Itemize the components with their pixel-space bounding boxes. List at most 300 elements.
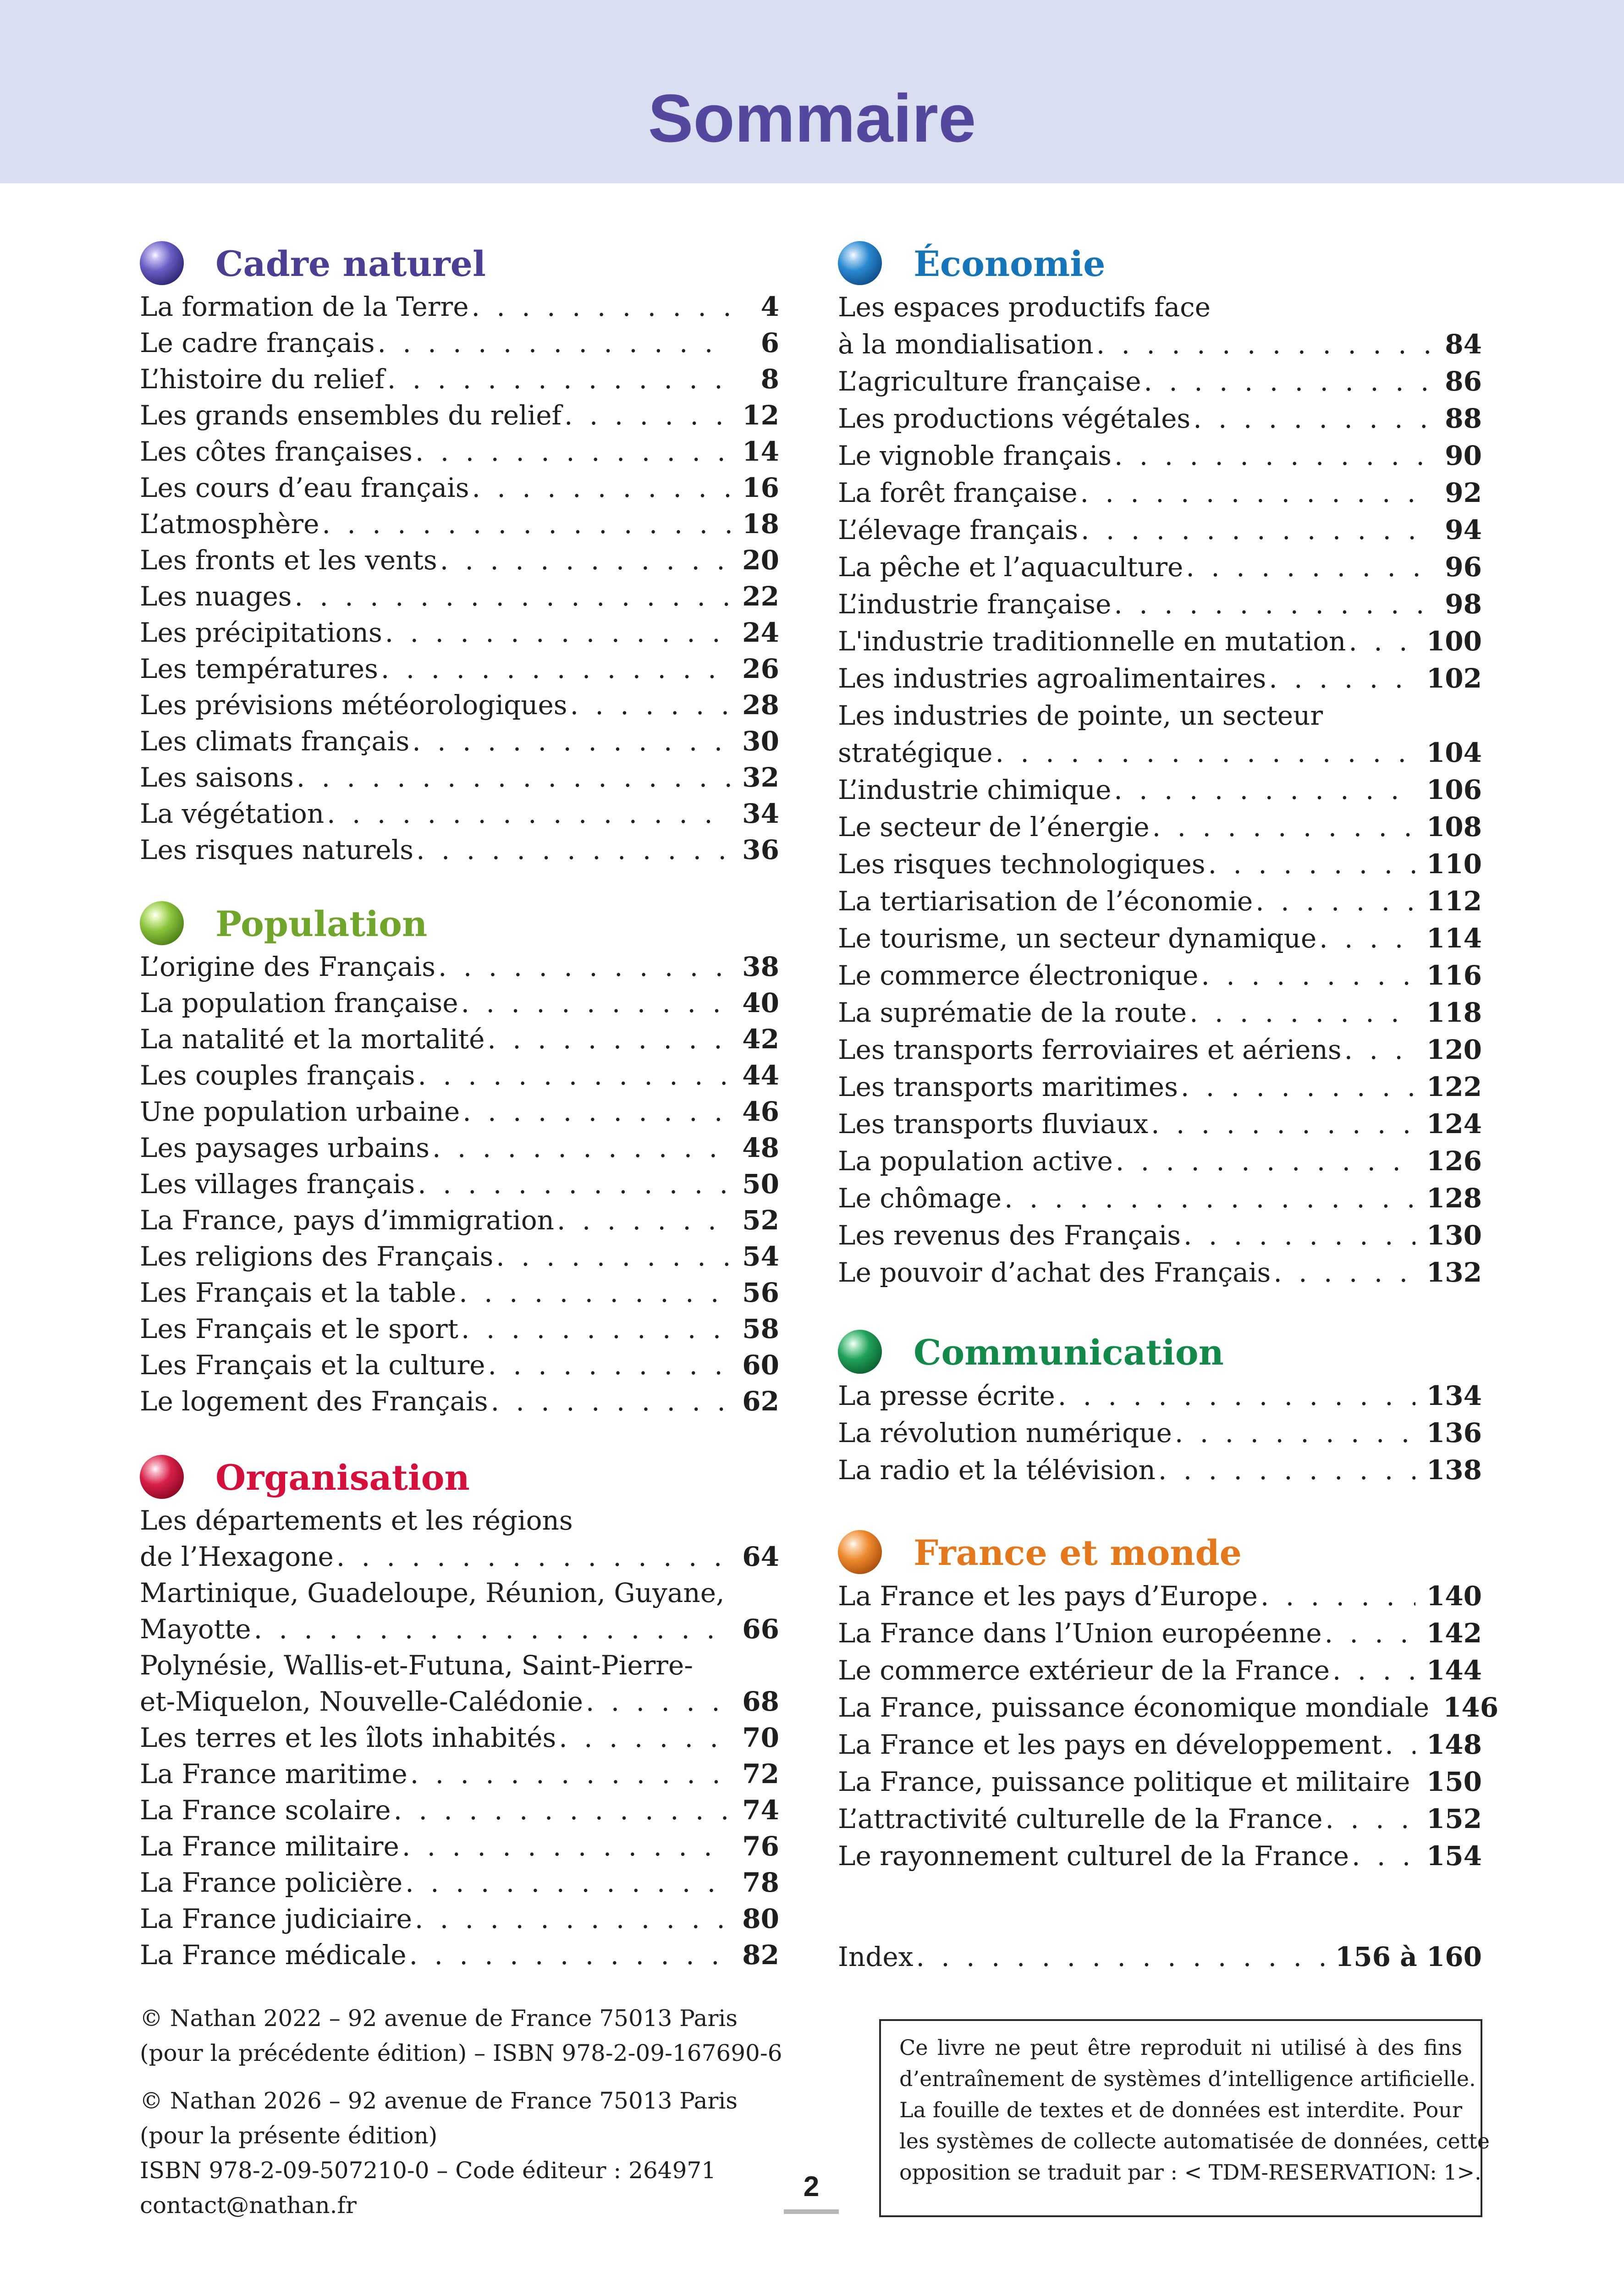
entry-title: Les industries agroalimentaires (838, 663, 1266, 694)
toc-entry[interactable] (838, 809, 1482, 846)
entry-page: 150 (1426, 1766, 1482, 1797)
entry-page: 24 (742, 617, 779, 648)
dot-leader (437, 542, 732, 578)
toc-entry[interactable] (140, 361, 779, 397)
entry-title: Les paysages urbains (140, 1132, 429, 1163)
toc-entry[interactable] (140, 1383, 779, 1420)
dot-leader (1190, 400, 1434, 437)
dot-leader (1266, 660, 1415, 697)
toc-entry[interactable] (140, 615, 779, 651)
dot-leader (556, 1720, 731, 1756)
dot-leader (1181, 1217, 1415, 1254)
entry-page: 148 (1426, 1729, 1482, 1760)
toc-entry[interactable] (838, 920, 1482, 957)
dot-leader (458, 985, 732, 1021)
toc-entry[interactable] (140, 1347, 779, 1383)
toc-entry[interactable] (838, 846, 1482, 883)
entry-title: Le rayonnement culturel de la France (838, 1840, 1349, 1872)
entry-page: 8 (760, 363, 779, 395)
entry-page: 110 (1426, 848, 1482, 880)
entry-page: 82 (742, 1939, 779, 1971)
entry-title: L’agriculture française (838, 366, 1141, 397)
entry-page: 6 (760, 327, 779, 358)
entry-title: Les saisons (140, 762, 294, 793)
entry-page: 60 (742, 1349, 779, 1381)
dot-leader (1055, 1377, 1415, 1415)
dot-leader (378, 651, 731, 687)
entry-title: La population française (140, 987, 458, 1019)
dot-leader (1258, 1578, 1415, 1615)
entry-page: 52 (742, 1205, 779, 1236)
entry-page: 36 (742, 834, 779, 865)
toc-entry[interactable] (838, 474, 1482, 512)
entry-title: Le secteur de l’énergie (838, 811, 1150, 842)
entry-page: 140 (1426, 1580, 1482, 1612)
entry-title: La France et les pays en développement (838, 1729, 1382, 1760)
toc-entry[interactable] (838, 400, 1482, 437)
entry-title: La forêt française (838, 477, 1078, 508)
dot-leader (567, 687, 732, 723)
dot-leader (1349, 1838, 1415, 1875)
dot-leader (407, 1756, 732, 1792)
index-entry (838, 1939, 1482, 1975)
dot-leader (385, 361, 732, 397)
toc-entry[interactable] (140, 723, 779, 760)
dot-leader (458, 1311, 731, 1347)
page-title: Sommaire (648, 81, 976, 156)
entry-page: 34 (742, 798, 779, 829)
entry-title: Une population urbaine (140, 1096, 460, 1127)
entry-title: Le tourisme, un secteur dynamique (838, 923, 1317, 954)
notice-line: les systèmes de collecte automatisée de données, cette (899, 2129, 1490, 2153)
toc-entry[interactable] (838, 326, 1482, 363)
entry-title: Les couples français (140, 1060, 415, 1091)
entry-title: et-Miquelon, Nouvelle-Calédonie (140, 1686, 583, 1717)
purple-sphere-icon (140, 241, 184, 285)
dot-leader (460, 1094, 731, 1130)
entry-page: 108 (1426, 811, 1482, 842)
toc-entry[interactable] (838, 1377, 1482, 1415)
entry-title: stratégique (838, 737, 993, 768)
dot-leader (1410, 1763, 1415, 1800)
dot-leader (993, 734, 1415, 771)
toc-entry[interactable] (140, 1275, 779, 1311)
entry-title: Le cadre français (140, 327, 375, 358)
toc-entry[interactable] (838, 1143, 1482, 1180)
dot-leader (399, 1828, 731, 1865)
entry-page: 14 (742, 436, 779, 467)
entry-page: 106 (1426, 774, 1482, 805)
toc-entry[interactable] (140, 1828, 779, 1865)
dot-leader (382, 615, 732, 651)
dot-leader (485, 1347, 732, 1383)
dot-leader (1141, 363, 1434, 400)
dot-leader (1156, 1452, 1415, 1489)
entry-page: 130 (1426, 1220, 1482, 1251)
toc-entry[interactable] (140, 1311, 779, 1347)
dot-leader (1094, 326, 1434, 363)
copyright-line: ISBN 978-2-09-507210-0 – Code éditeur : 264971 (140, 2157, 716, 2184)
toc-entry[interactable] (140, 796, 779, 832)
entry-title: Les Français et la table (140, 1277, 457, 1308)
entry-title: L’atmosphère (140, 508, 319, 540)
toc-entry[interactable] (140, 506, 779, 542)
toc-entry[interactable] (140, 1239, 779, 1275)
entry-title: Les températures (140, 653, 378, 684)
entry-title: Index (838, 1941, 914, 1972)
entry-page: 88 (1445, 403, 1482, 434)
entry-title-line: Les industries de pointe, un secteur (838, 700, 1323, 731)
dot-leader (1113, 1143, 1415, 1180)
section-cadre-naturel (140, 234, 779, 868)
dot-leader (1183, 549, 1434, 586)
toc-entry[interactable] (140, 542, 779, 578)
dot-leader (484, 1021, 731, 1057)
toc-entry[interactable] (140, 1202, 779, 1239)
dot-leader (407, 1937, 732, 1973)
toc-entry[interactable] (838, 1838, 1482, 1875)
dot-leader (1271, 1254, 1415, 1291)
toc-entry[interactable] (140, 985, 779, 1021)
toc-entry[interactable] (140, 1937, 779, 1973)
toc-entry[interactable] (838, 586, 1482, 623)
entry-page: 146 (1443, 1692, 1499, 1723)
entry-title: Les religions des Français (140, 1241, 494, 1272)
toc-entry[interactable] (140, 1021, 779, 1057)
dot-leader (1178, 1068, 1415, 1106)
entry-title: L’industrie française (838, 589, 1112, 620)
entry-title: de l’Hexagone (140, 1541, 334, 1572)
entry-title: La végétation (140, 798, 325, 829)
section-organisation (140, 1448, 779, 1973)
entry-title: La pêche et l’aquaculture (838, 551, 1184, 583)
entry-title: La France, pays d’immigration (140, 1205, 555, 1236)
dot-leader (1148, 1106, 1415, 1143)
entry-title: Les précipitations (140, 617, 382, 648)
entry-page: 116 (1426, 960, 1482, 991)
dot-leader (1346, 623, 1415, 660)
entry-title: La formation de la Terre (140, 291, 469, 322)
page-number-underline (784, 2209, 839, 2214)
dot-leader (456, 1275, 731, 1311)
dot-leader (1111, 586, 1434, 623)
orange-sphere-icon (838, 1530, 882, 1574)
page-number: 2 (803, 2171, 820, 2202)
toc-entry[interactable] (140, 578, 779, 615)
toc-entry[interactable] (838, 512, 1482, 549)
toc-entry[interactable] (140, 832, 779, 868)
entry-page: 78 (742, 1867, 779, 1898)
entry-title: L’origine des Français (140, 951, 435, 982)
toc-entry[interactable] (140, 470, 779, 506)
entry-page: 132 (1426, 1257, 1482, 1288)
toc-entry[interactable] (838, 1106, 1482, 1143)
toc-entry[interactable] (838, 363, 1482, 400)
toc-entry[interactable] (838, 957, 1482, 994)
copyright-line: (pour la présente édition) (140, 2122, 438, 2149)
entry-title: La France militaire (140, 1831, 399, 1862)
entry-title: L’histoire du relief (140, 363, 385, 395)
section-header (140, 894, 779, 949)
entry-page: 114 (1426, 923, 1482, 954)
entry-page: 80 (742, 1903, 779, 1934)
section-communication (838, 1322, 1482, 1489)
entry-page: 62 (742, 1386, 779, 1417)
copyright-email[interactable]: contact@nathan.fr (140, 2192, 357, 2219)
entry-title: Les Français et le sport (140, 1313, 458, 1344)
dot-leader (1002, 1180, 1415, 1217)
entry-page: 42 (742, 1024, 779, 1055)
entry-page: 126 (1426, 1145, 1482, 1177)
section-title: Communication (914, 1332, 1224, 1373)
toc-entry[interactable] (140, 651, 779, 687)
dot-leader (1111, 771, 1415, 809)
dot-leader (1316, 920, 1415, 957)
entry-title: La population active (838, 1145, 1113, 1177)
dot-leader (251, 1611, 732, 1647)
dot-leader (1322, 1615, 1415, 1652)
entry-page: 54 (742, 1241, 779, 1272)
entry-title: Les transports ferroviaires et aériens (838, 1034, 1342, 1065)
entry-title: Les grands ensembles du relief (140, 400, 562, 431)
toc-entry[interactable] (140, 1792, 779, 1828)
toc-entry[interactable] (838, 1763, 1482, 1800)
tdm-reservation-notice (879, 2019, 1490, 2217)
toc-entry[interactable] (140, 1865, 779, 1901)
entry-page: 66 (742, 1613, 779, 1645)
entry-title: Les transports fluviaux (838, 1108, 1149, 1140)
entry-page: 124 (1426, 1108, 1482, 1140)
entry-page: 84 (1445, 329, 1482, 360)
entry-page: 86 (1445, 366, 1482, 397)
notice-line: Ce livre ne peut être reproduit ni utilisé à des fins (899, 2035, 1462, 2060)
entry-title: La tertiarisation de l’économie (838, 886, 1253, 917)
toc-entry[interactable] (140, 1611, 779, 1647)
entry-title: La France et les pays d’Europe (838, 1580, 1258, 1612)
entry-page: 102 (1426, 663, 1482, 694)
section-header (838, 1322, 1482, 1377)
dot-leader (292, 578, 732, 615)
entry-title: Les cours d’eau français (140, 472, 469, 503)
toc-entry[interactable] (140, 1057, 779, 1094)
dot-leader (488, 1383, 732, 1420)
entry-title-line: Polynésie, Wallis-et-Futuna, Saint-Pierre- (140, 1650, 693, 1681)
toc-entry[interactable] (140, 434, 779, 470)
toc-entry[interactable] (838, 1068, 1482, 1106)
entry-page: 58 (742, 1313, 779, 1344)
entry-page: 134 (1426, 1380, 1482, 1411)
dot-leader (1198, 957, 1415, 994)
dot-leader (469, 470, 732, 506)
entry-page: 76 (742, 1831, 779, 1862)
section-title: France et monde (914, 1532, 1242, 1573)
toc-entry[interactable] (838, 1452, 1482, 1489)
entry-title: L’élevage français (838, 514, 1078, 545)
entry-page: 26 (742, 653, 779, 684)
dot-leader (1112, 437, 1434, 474)
toc-entry[interactable] (838, 1726, 1482, 1763)
entry-title: La révolution numérique (838, 1417, 1172, 1448)
toc-entry[interactable] (838, 771, 1482, 809)
dot-leader (334, 1539, 731, 1575)
section-header (838, 1523, 1482, 1578)
entry-page: 154 (1426, 1840, 1482, 1872)
toc-entry[interactable] (838, 1031, 1482, 1068)
entry-page: 122 (1426, 1071, 1482, 1102)
toc-entry[interactable] (140, 1720, 779, 1756)
dot-leader (1150, 809, 1415, 846)
toc-entry[interactable] (838, 1415, 1482, 1452)
entry-page: 128 (1426, 1183, 1482, 1214)
toc-entry[interactable] (838, 1652, 1482, 1689)
entry-page: 38 (742, 951, 779, 982)
entry-title: La France, puissance économique mondiale (838, 1692, 1430, 1723)
section-header (140, 234, 779, 289)
dot-leader (374, 325, 732, 361)
dot-leader (391, 1792, 732, 1828)
entry-page: 118 (1426, 997, 1482, 1028)
entry-page: 100 (1426, 626, 1482, 657)
dot-leader (1187, 994, 1415, 1031)
dot-leader (294, 760, 732, 796)
copyright-line: © Nathan 2026 – 92 avenue de France 75013 Paris (140, 2087, 738, 2114)
entry-title: La France scolaire (140, 1795, 391, 1826)
entry-title: Les productions végétales (838, 403, 1191, 434)
toc-entry[interactable] (140, 1166, 779, 1202)
entry-page: 156 à 160 (1335, 1941, 1482, 1972)
toc-entry[interactable] (838, 734, 1482, 771)
toc-entry[interactable] (838, 437, 1482, 474)
toc-entry[interactable] (140, 325, 779, 361)
toc-entry[interactable] (838, 1254, 1482, 1291)
entry-page: 152 (1426, 1803, 1482, 1834)
entry-page: 72 (742, 1758, 779, 1789)
toc-entry[interactable] (838, 1615, 1482, 1652)
toc-entry[interactable] (140, 1756, 779, 1792)
toc-entry[interactable] (838, 1800, 1482, 1838)
toc-entry[interactable] (140, 397, 779, 434)
entry-title: La presse écrite (838, 1380, 1055, 1411)
entry-page: 18 (742, 508, 779, 540)
dot-leader (1078, 474, 1434, 512)
entry-title: Les risques naturels (140, 834, 414, 865)
dot-leader (583, 1684, 731, 1720)
header-band (0, 0, 1624, 183)
entry-page: 74 (742, 1795, 779, 1826)
toc-entry[interactable] (140, 760, 779, 796)
entry-title: La natalité et la mortalité (140, 1024, 485, 1055)
dot-leader (429, 1130, 731, 1166)
entry-title: Les nuages (140, 581, 292, 612)
entry-title-line: Martinique, Guadeloupe, Réunion, Guyane, (140, 1577, 725, 1608)
entry-page: 112 (1426, 886, 1482, 917)
toc-entry[interactable] (838, 549, 1482, 586)
entry-title: L’industrie chimique (838, 774, 1112, 805)
section-header (838, 234, 1482, 289)
entry-page: 98 (1445, 589, 1482, 620)
entry-title-line: Les départements et les régions (140, 1505, 573, 1536)
copyright-block-2 (140, 2083, 738, 2223)
copyright-line: (pour la précédente édition) – ISBN 978-2-09-167690-6 (140, 2040, 782, 2066)
entry-title: Les climats français (140, 726, 410, 757)
toc-entry[interactable] (838, 660, 1482, 697)
toc-entry[interactable] (838, 623, 1482, 660)
dot-leader (319, 506, 731, 542)
dot-leader (413, 832, 731, 868)
dot-leader (554, 1202, 731, 1239)
entry-title: Les terres et les îlots inhabités (140, 1722, 556, 1753)
entry-title: Les côtes françaises (140, 436, 413, 467)
entry-page: 138 (1426, 1454, 1482, 1486)
entry-page: 104 (1426, 737, 1482, 768)
toc-entry[interactable] (140, 1684, 779, 1720)
dot-leader (402, 1865, 731, 1901)
section-title: Population (215, 903, 428, 944)
toc-entry[interactable] (838, 883, 1482, 920)
toc-entry[interactable] (838, 1578, 1482, 1615)
dot-leader (413, 434, 731, 470)
toc-entry[interactable] (140, 949, 779, 985)
entry-title: Les Français et la culture (140, 1349, 485, 1381)
entry-page: 136 (1426, 1417, 1482, 1448)
entry-page: 40 (742, 987, 779, 1019)
toc-entry-index (838, 1939, 1482, 1975)
entry-title: Le chômage (838, 1183, 1002, 1214)
dot-leader (324, 796, 731, 832)
entry-page: 92 (1445, 477, 1482, 508)
dot-leader (469, 289, 732, 325)
copyright-line: © Nathan 2022 – 92 avenue de France 75013 Paris (140, 2005, 738, 2032)
dot-leader (1253, 883, 1415, 920)
toc-entry[interactable] (140, 1901, 779, 1937)
entry-title: Le logement des Français (140, 1386, 488, 1417)
entry-title: Mayotte (140, 1613, 251, 1645)
copyright-block-1 (140, 2001, 782, 2070)
toc-entry[interactable] (838, 1180, 1482, 1217)
dot-leader (1322, 1800, 1415, 1838)
dot-leader (1206, 846, 1415, 883)
entry-page: 12 (742, 400, 779, 431)
entry-page: 142 (1426, 1618, 1482, 1649)
notice-line: La fouille de textes et de données est interdite. Pour (899, 2098, 1462, 2122)
toc-entry[interactable] (838, 994, 1482, 1031)
section-population (140, 894, 779, 1420)
green-sphere-icon (140, 901, 184, 945)
section-france-monde (838, 1523, 1499, 1875)
toc-entry[interactable] (140, 1094, 779, 1130)
blue-sphere-icon (838, 241, 882, 285)
entry-title: La France policière (140, 1867, 403, 1898)
entry-page: 68 (742, 1686, 779, 1717)
entry-title: Les villages français (140, 1168, 415, 1200)
dot-leader (409, 723, 731, 760)
entry-page: 48 (742, 1132, 779, 1163)
entry-page: 44 (742, 1060, 779, 1091)
toc-entry[interactable] (838, 1217, 1482, 1254)
toc-entry[interactable] (140, 687, 779, 723)
section-header (140, 1448, 779, 1503)
dot-leader (1172, 1415, 1415, 1452)
toc-entry[interactable] (838, 1689, 1499, 1726)
entry-title: La suprématie de la route (838, 997, 1187, 1028)
section-economie (838, 234, 1482, 1291)
toc-entry[interactable] (140, 289, 779, 325)
toc-entry[interactable] (140, 1539, 779, 1575)
entry-page: 144 (1426, 1655, 1482, 1686)
dot-leader (1342, 1031, 1415, 1068)
toc-entry[interactable] (140, 1130, 779, 1166)
dot-leader (435, 949, 731, 985)
